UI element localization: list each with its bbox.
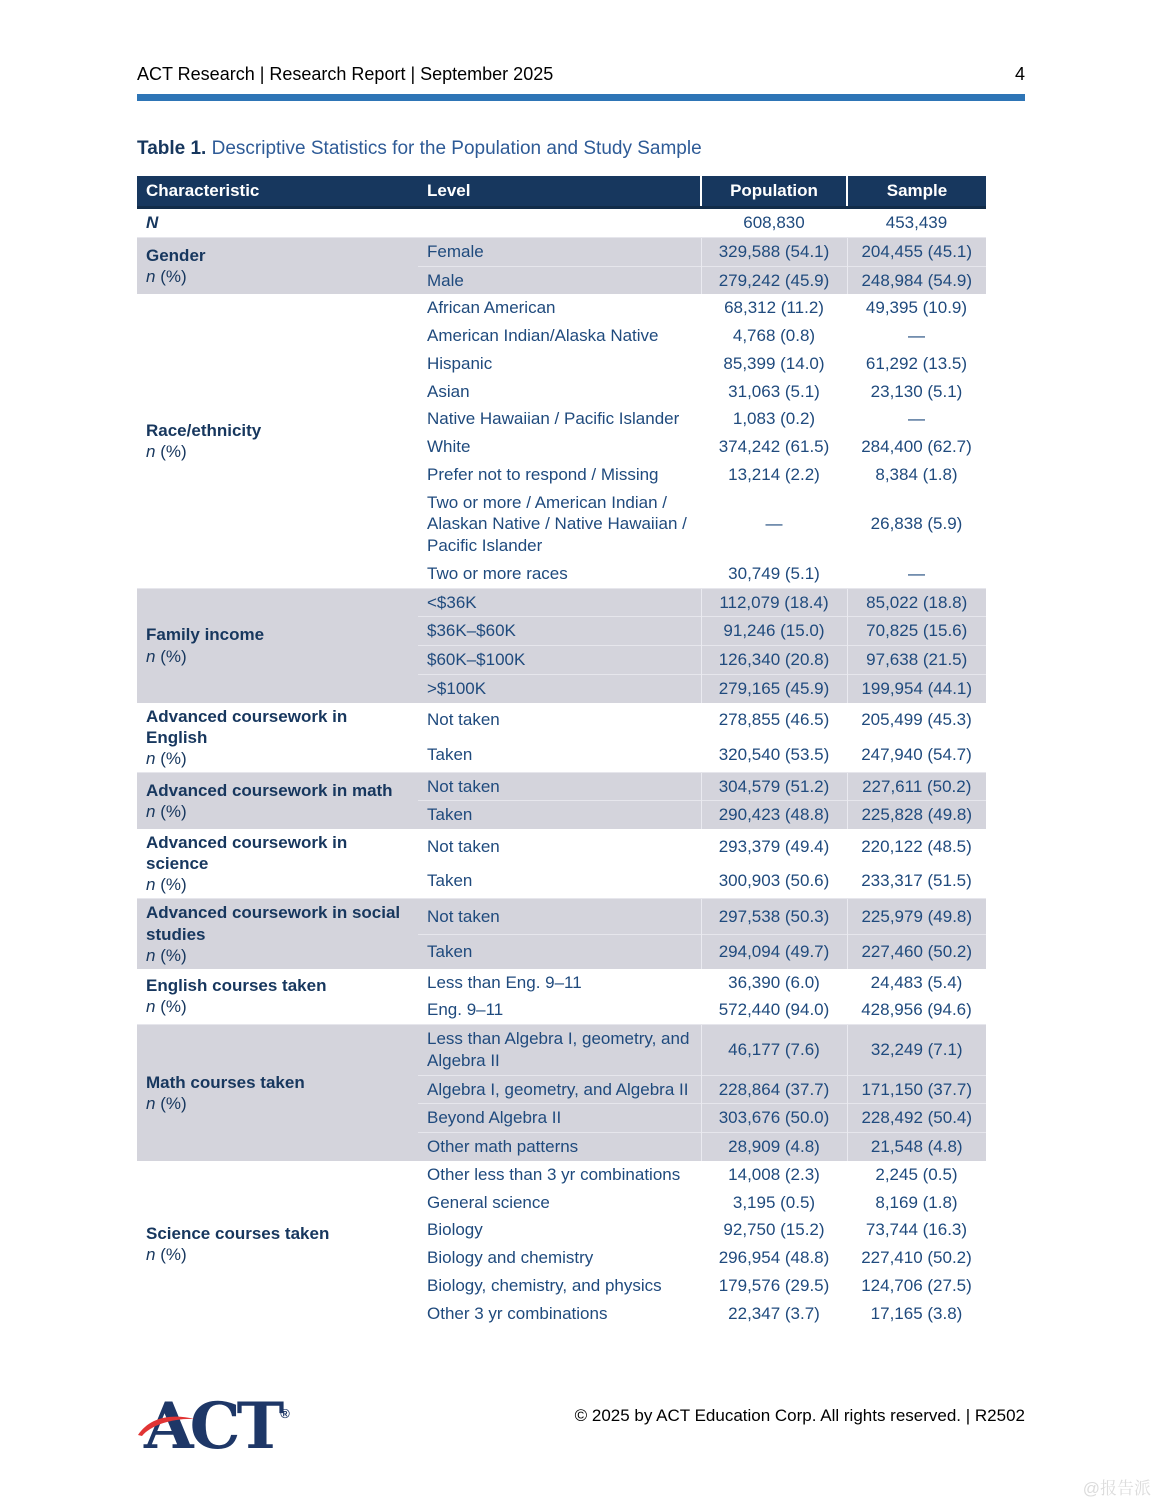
sub-label-n: n bbox=[146, 267, 156, 286]
population-cell: 179,576 (29.5) bbox=[718, 1275, 830, 1295]
sample-cell: 428,956 (94.6) bbox=[861, 1000, 972, 1020]
population-cell: 296,954 (48.8) bbox=[718, 1248, 830, 1268]
sample-cell: 225,979 (49.8) bbox=[847, 899, 986, 934]
act-logo-text: ACT® bbox=[144, 1389, 290, 1464]
sub-label-pct: (%) bbox=[155, 441, 187, 461]
sub-label-pct: (%) bbox=[155, 748, 187, 768]
characteristic-cell bbox=[137, 772, 418, 829]
characteristic-name: Race/ethnicity bbox=[146, 420, 262, 440]
characteristic-cell bbox=[137, 969, 418, 1025]
sub-label-n: n bbox=[146, 646, 156, 666]
level-cell: Taken bbox=[418, 934, 701, 969]
population-cell: 290,423 (48.8) bbox=[701, 801, 847, 829]
characteristic-name: Advanced coursework in social studies bbox=[146, 903, 401, 944]
characteristic-name: Science courses taken bbox=[146, 1224, 330, 1244]
characteristic-cell bbox=[137, 237, 418, 294]
population-cell: 112,079 (18.4) bbox=[701, 588, 847, 617]
table-row bbox=[137, 969, 986, 997]
population-cell: 91,246 (15.0) bbox=[701, 617, 847, 646]
report-header-text: ACT Research | Research Report | September 2025 bbox=[137, 64, 554, 84]
characteristic-name: Advanced coursework in science bbox=[146, 833, 348, 874]
characteristic-cell bbox=[137, 829, 418, 899]
level-cell: Biology bbox=[427, 1220, 483, 1240]
stats-table-head bbox=[137, 176, 986, 208]
characteristic-cell bbox=[137, 294, 418, 588]
level-cell: Asian bbox=[427, 381, 470, 401]
level-cell: Prefer not to respond / Missing bbox=[427, 464, 659, 484]
level-cell: General science bbox=[427, 1192, 550, 1212]
characteristic-sub-label bbox=[146, 996, 409, 1017]
level-cell: Other less than 3 yr combinations bbox=[427, 1164, 681, 1184]
sub-label-n: n bbox=[146, 1094, 156, 1114]
population-cell: 85,399 (14.0) bbox=[723, 353, 825, 373]
column-header-characteristic: Characteristic bbox=[137, 176, 418, 208]
characteristic-sub-label bbox=[146, 1244, 409, 1265]
stats-table-body bbox=[137, 208, 986, 1328]
population-cell: 279,165 (45.9) bbox=[701, 674, 847, 702]
table-row bbox=[137, 1161, 986, 1189]
level-cell: Not taken bbox=[427, 836, 500, 856]
population-cell: 92,750 (15.2) bbox=[723, 1220, 825, 1240]
characteristic-sub-label bbox=[146, 441, 409, 462]
population-cell: 279,242 (45.9) bbox=[701, 266, 847, 294]
level-cell: Not taken bbox=[418, 772, 701, 801]
table-row-n bbox=[137, 208, 986, 238]
level-cell: Algebra I, geometry, and Algebra II bbox=[418, 1075, 701, 1104]
sample-cell: 199,954 (44.1) bbox=[847, 674, 986, 702]
sub-label-pct: (%) bbox=[155, 801, 187, 821]
level-cell: Eng. 9–11 bbox=[427, 1000, 504, 1020]
population-cell: 13,214 (2.2) bbox=[728, 464, 820, 484]
population-cell: 608,830 bbox=[743, 213, 805, 232]
sample-cell: 205,499 (45.3) bbox=[861, 709, 972, 729]
population-cell: 126,340 (20.8) bbox=[701, 646, 847, 675]
level-cell: American Indian/Alaska Native bbox=[427, 326, 659, 345]
characteristic-cell bbox=[137, 588, 418, 703]
level-cell: Two or more / American Indian / Alaskan Native / Native Hawaiian / Pacific Islander bbox=[427, 492, 687, 555]
level-cell: Other math patterns bbox=[418, 1133, 701, 1161]
sub-label-pct: (%) bbox=[155, 875, 187, 895]
sample-cell: 225,828 (49.8) bbox=[847, 801, 986, 829]
level-cell: Taken bbox=[418, 801, 701, 829]
characteristic-cell bbox=[137, 1161, 418, 1328]
sample-cell: 220,122 (48.5) bbox=[861, 836, 972, 856]
sample-cell: 85,022 (18.8) bbox=[847, 588, 986, 617]
level-cell: Not taken bbox=[427, 709, 500, 729]
table-row bbox=[137, 899, 986, 934]
logo-swoosh-icon bbox=[136, 1414, 198, 1438]
level-cell: Female bbox=[418, 237, 701, 266]
sample-cell: 73,744 (16.3) bbox=[865, 1220, 968, 1240]
column-header-level: Level bbox=[418, 176, 701, 208]
sample-cell: — bbox=[908, 326, 925, 345]
sample-cell: 32,249 (7.1) bbox=[847, 1025, 986, 1076]
sample-cell: 171,150 (37.7) bbox=[847, 1075, 986, 1104]
level-cell: Taken bbox=[427, 744, 473, 764]
sample-cell: 17,165 (3.8) bbox=[870, 1303, 963, 1323]
characteristic-sub-label bbox=[146, 874, 409, 895]
level-cell: Two or more races bbox=[427, 563, 568, 583]
level-cell: Not taken bbox=[418, 899, 701, 934]
characteristic-name: Gender bbox=[146, 245, 206, 265]
sample-cell: 227,410 (50.2) bbox=[861, 1248, 972, 1268]
population-cell: 572,440 (94.0) bbox=[718, 1000, 830, 1020]
table-row bbox=[137, 829, 986, 864]
level-cell: $60K–$100K bbox=[418, 646, 701, 675]
characteristic-cell bbox=[137, 1025, 418, 1161]
characteristic-sub-label bbox=[146, 646, 409, 667]
characteristic-name: English courses taken bbox=[146, 976, 327, 996]
sample-cell: 24,483 (5.4) bbox=[870, 972, 963, 992]
sample-cell: 23,130 (5.1) bbox=[870, 381, 963, 401]
sample-cell: 8,169 (1.8) bbox=[875, 1192, 958, 1212]
table-row bbox=[137, 588, 986, 617]
characteristic-sub-label bbox=[146, 748, 409, 769]
table-row bbox=[137, 703, 986, 738]
sub-label-pct: (%) bbox=[155, 1094, 187, 1114]
level-cell: Male bbox=[418, 266, 701, 294]
population-cell: 22,347 (3.7) bbox=[728, 1303, 820, 1323]
column-header-sample: Sample bbox=[847, 176, 986, 208]
population-cell: 293,379 (49.4) bbox=[718, 836, 830, 856]
level-cell: <$36K bbox=[418, 588, 701, 617]
population-cell: 329,588 (54.1) bbox=[701, 237, 847, 266]
characteristic-name: Family income bbox=[146, 625, 265, 645]
population-cell: 28,909 (4.8) bbox=[701, 1133, 847, 1161]
sub-label-n: n bbox=[146, 875, 156, 895]
characteristic-cell bbox=[137, 703, 418, 773]
sample-cell: 61,292 (13.5) bbox=[865, 353, 968, 373]
sample-cell: 26,838 (5.9) bbox=[870, 514, 963, 534]
sample-cell: 2,245 (0.5) bbox=[875, 1164, 958, 1184]
characteristic-sub-label bbox=[146, 945, 409, 966]
population-cell: 68,312 (11.2) bbox=[724, 298, 824, 318]
sample-cell: 247,940 (54.7) bbox=[861, 744, 972, 764]
sub-label-pct: (%) bbox=[155, 997, 187, 1017]
population-cell: — bbox=[765, 514, 783, 534]
population-cell: 31,063 (5.1) bbox=[728, 381, 820, 401]
level-cell: Biology, chemistry, and physics bbox=[427, 1275, 662, 1295]
characteristic-cell: N bbox=[146, 213, 159, 233]
sample-cell: 227,460 (50.2) bbox=[847, 934, 986, 969]
sample-cell: — bbox=[908, 563, 925, 583]
header-row bbox=[137, 176, 986, 208]
population-cell: 278,855 (46.5) bbox=[718, 709, 830, 729]
registered-mark-icon: ® bbox=[280, 1406, 290, 1421]
sample-cell: 204,455 (45.1) bbox=[847, 237, 986, 266]
table-row bbox=[137, 294, 986, 322]
population-cell: 228,864 (37.7) bbox=[701, 1075, 847, 1104]
watermark-text: @报告派 bbox=[1082, 1479, 1151, 1498]
level-cell: Taken bbox=[427, 871, 473, 891]
page-number: 4 bbox=[1014, 64, 1025, 84]
level-cell: White bbox=[427, 437, 471, 456]
characteristic-sub-label bbox=[146, 266, 409, 287]
population-cell: 36,390 (6.0) bbox=[728, 972, 820, 992]
population-cell: 320,540 (53.5) bbox=[718, 744, 830, 764]
characteristic-name: Math courses taken bbox=[146, 1073, 305, 1092]
population-cell: 294,094 (49.7) bbox=[701, 934, 847, 969]
sub-label-n: n bbox=[146, 945, 156, 965]
table-row bbox=[137, 237, 986, 266]
level-cell: >$100K bbox=[418, 674, 701, 702]
characteristic-sub-label bbox=[146, 1093, 409, 1114]
characteristic-name: Advanced coursework in English bbox=[146, 706, 348, 747]
characteristic-name: Advanced coursework in math bbox=[146, 780, 393, 800]
sample-cell: 248,984 (54.9) bbox=[847, 266, 986, 294]
page-header bbox=[137, 64, 1025, 101]
sample-cell: 233,317 (51.5) bbox=[861, 871, 972, 891]
sub-label-n: n bbox=[146, 997, 156, 1017]
act-logo bbox=[144, 1382, 334, 1462]
level-cell: Native Hawaiian / Pacific Islander bbox=[427, 409, 680, 429]
level-cell: Less than Algebra I, geometry, and Algebra II bbox=[418, 1025, 701, 1076]
stats-table bbox=[137, 176, 986, 1327]
sample-cell: 227,611 (50.2) bbox=[847, 772, 986, 801]
sample-cell: 8,384 (1.8) bbox=[875, 464, 958, 484]
table-title bbox=[137, 138, 702, 160]
level-cell: $36K–$60K bbox=[418, 617, 701, 646]
sub-label-pct: (%) bbox=[155, 646, 187, 666]
population-cell: 297,538 (50.3) bbox=[701, 899, 847, 934]
table-row bbox=[137, 1025, 986, 1076]
characteristic-cell bbox=[137, 899, 418, 969]
table-title-text: Descriptive Statistics for the Population and Study Sample bbox=[206, 138, 702, 159]
level-cell bbox=[418, 208, 701, 238]
table-row bbox=[137, 772, 986, 801]
population-cell: 300,903 (50.6) bbox=[718, 871, 830, 891]
sample-cell: 284,400 (62.7) bbox=[861, 437, 972, 456]
level-cell: Biology and chemistry bbox=[427, 1248, 594, 1268]
copyright-text: © 2025 by ACT Education Corp. All rights reserved. | R2502 bbox=[574, 1406, 1025, 1425]
sample-cell: 97,638 (21.5) bbox=[847, 646, 986, 675]
level-cell: Hispanic bbox=[427, 353, 493, 373]
sample-cell: 453,439 bbox=[885, 213, 948, 232]
column-header-population: Population bbox=[701, 176, 847, 208]
sample-cell: 21,548 (4.8) bbox=[847, 1133, 986, 1161]
sample-cell: 70,825 (15.6) bbox=[847, 617, 986, 646]
sample-cell: 124,706 (27.5) bbox=[861, 1275, 972, 1295]
population-cell: 304,579 (51.2) bbox=[701, 772, 847, 801]
sub-label-pct: (%) bbox=[155, 945, 187, 965]
level-cell: Beyond Algebra II bbox=[418, 1104, 701, 1133]
sub-label-n: n bbox=[146, 801, 156, 821]
sub-label-n: n bbox=[146, 441, 156, 461]
population-cell: 46,177 (7.6) bbox=[701, 1025, 847, 1076]
population-cell: 3,195 (0.5) bbox=[732, 1192, 816, 1212]
sub-label-n: n bbox=[146, 748, 156, 768]
level-cell: Less than Eng. 9–11 bbox=[427, 972, 582, 992]
population-cell: 1,083 (0.2) bbox=[732, 409, 816, 429]
sub-label-pct: (%) bbox=[155, 267, 187, 286]
sample-cell: — bbox=[908, 409, 925, 429]
table-title-label: Table 1. bbox=[137, 138, 207, 159]
sub-label-pct: (%) bbox=[155, 1245, 187, 1265]
population-cell: 4,768 (0.8) bbox=[732, 326, 816, 345]
sub-label-n: n bbox=[146, 1245, 156, 1265]
population-cell: 14,008 (2.3) bbox=[728, 1164, 820, 1184]
population-cell: 30,749 (5.1) bbox=[728, 563, 820, 583]
sample-cell: 49,395 (10.9) bbox=[865, 298, 968, 318]
characteristic-sub-label bbox=[146, 801, 409, 822]
level-cell: Other 3 yr combinations bbox=[427, 1303, 608, 1323]
level-cell: African American bbox=[427, 298, 556, 318]
population-cell: 303,676 (50.0) bbox=[701, 1104, 847, 1133]
population-cell: 374,242 (61.5) bbox=[718, 437, 830, 456]
sample-cell: 228,492 (50.4) bbox=[847, 1104, 986, 1133]
